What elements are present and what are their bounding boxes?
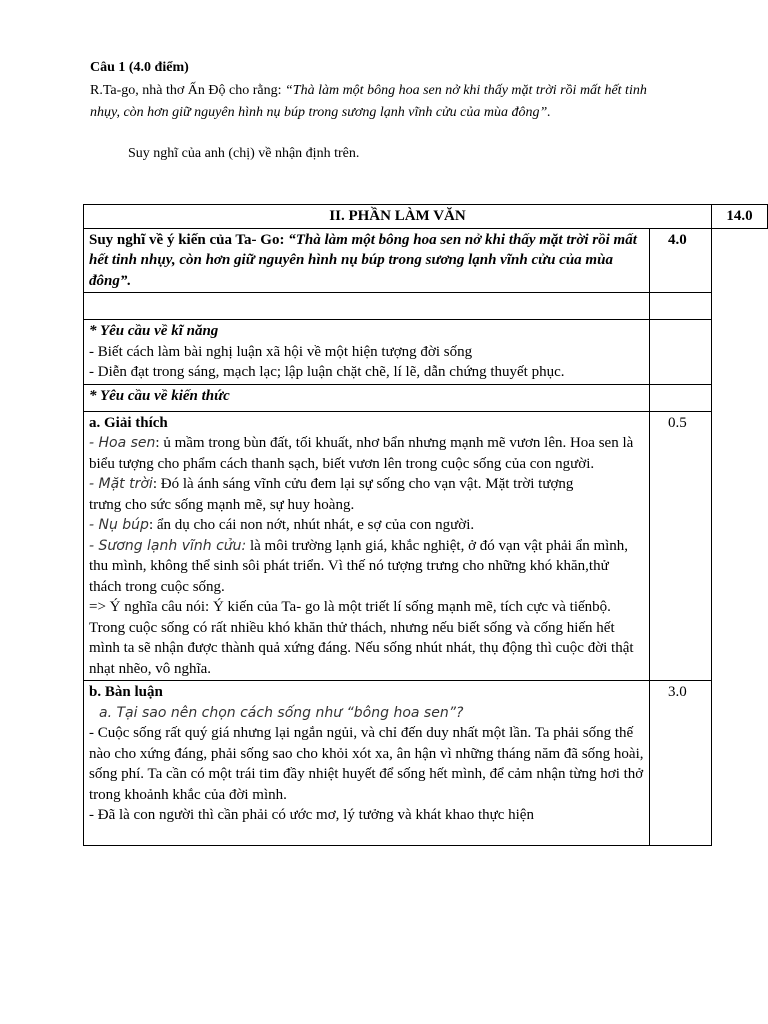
hoa-sen-item	[89, 433, 644, 474]
section-b-title: b. Bàn luận	[89, 684, 163, 700]
skills-heading: * Yêu cầu về kĩ năng	[89, 323, 219, 339]
question-title: Câu 1 (4.0 điểm)	[90, 60, 189, 75]
answer-table	[83, 204, 768, 846]
section-b-item-2: - Đã là con người thì cần phải có ước mơ, lý tưởng và khát khao thực hiện	[89, 807, 534, 823]
section-a-cell	[84, 411, 650, 681]
mat-troi-term: - Mặt trời	[89, 476, 153, 492]
mat-troi-text-2: trưng cho sức sống mạnh mẽ, sự huy hoàng.	[89, 496, 355, 513]
nu-bup-term: - Nụ búp	[89, 517, 149, 533]
section-a-score: 0.5	[650, 411, 712, 681]
side-blank	[712, 228, 768, 846]
section-b-subheading: a. Tại sao nên chọn cách sống như “bông hoa sen”?	[99, 704, 464, 721]
question-task: Suy nghĩ của anh (chị) về nhận định trên.	[128, 146, 360, 161]
topic-cell	[84, 228, 650, 293]
skills-score	[650, 320, 712, 385]
knowledge-score	[650, 384, 712, 411]
empty-score	[650, 293, 712, 320]
knowledge-heading: * Yêu cầu về kiến thức	[89, 387, 230, 404]
question-body	[90, 80, 670, 124]
section-b-score: 3.0	[650, 681, 712, 846]
mat-troi-text-1: : Đó là ánh sáng vĩnh cửu đem lại sự sống cho vạn vật. Mặt trời tượng	[152, 476, 574, 492]
skills-cell	[84, 320, 650, 385]
knowledge-cell	[84, 384, 650, 411]
section-b-item-1: - Cuộc sống rất quý giá nhưng lại ngắn ngủi, và chỉ đến duy nhất một lần. Ta phải sống thế nào cho xứng đáng, phải sống sao cho khỏi xót xa, ân hận vì những tháng năm đã sống hoài, sống phí. Ta cần có một trái tim đầy nhiệt huyết để sống hết mình, để cảm nhận từng hơi thở trong khoảnh khắc của đời mình.	[89, 725, 644, 803]
topic-quote: “Thà làm một bông hoa sen nở khi thấy mặt trời rồi mất hết tinh nhụy, còn hơn giữ nguyên hình nụ búp trong sương lạnh vĩnh cửu của mùa đông”.	[89, 231, 637, 289]
skills-item-1: - Biết cách làm bài nghị luận xã hội về một hiện tượng đời sống	[89, 343, 473, 360]
hoa-sen-term: - Hoa sen	[89, 435, 156, 451]
section-a-title: a. Giải thích	[89, 414, 168, 431]
suong-lanh-term: - Sương lạnh vĩnh cửu:	[89, 537, 247, 554]
nu-bup-text: : ẩn dụ cho cái non nớt, nhút nhát, e sợ của con người.	[148, 517, 475, 533]
nu-bup-item	[89, 515, 644, 536]
section-score: 14.0	[712, 205, 768, 229]
mat-troi-item	[89, 474, 644, 495]
topic-label: Suy nghĩ về ý kiến của Ta- Go:	[89, 231, 289, 248]
topic-score: 4.0	[650, 228, 712, 293]
question-quote: “Thà làm một bông hoa sen nở khi thấy mặt trời rồi mất hết tinh nhụy, còn hơn giữ nguyên hình nụ búp trong sương lạnh vĩnh cửu của mùa đông”.	[90, 83, 647, 120]
skills-item-2: - Diễn đạt trong sáng, mạch lạc; lập luận chặt chẽ, lí lẽ, dẫn chứng thuyết phục.	[89, 364, 565, 380]
section-title-cell	[84, 205, 712, 229]
empty-row	[84, 293, 650, 320]
suong-lanh-item	[89, 536, 644, 598]
section-title: II. PHẦN LÀM VĂN	[329, 208, 466, 224]
meaning-text: => Ý nghĩa câu nói: Ý kiến của Ta- go là một triết lí sống mạnh mẽ, tích cực và tiếnbộ. Trong cuộc sống có rất nhiều khó khăn thử thách, nhưng nếu biết sống và cống hiến hết mình ta sẽ nhận được thành quả xứng đáng. Nếu sống nhút nhát, thụ động thì cuộc đời thật nhạt nhẽo, vô nghĩa.	[89, 599, 634, 677]
question-intro: R.Ta-go, nhà thơ Ấn Độ cho rằng:	[90, 83, 285, 98]
suong-lanh-text: là môi trường lạnh giá, khắc nghiệt, ở đó vạn vật phải ẩn mình, thu mình, không thể sinh sôi phát triển. Vì thế nó tượng trưng cho những khó khăn,thử thách trong cuộc sống.	[89, 537, 629, 595]
section-b-cell	[84, 681, 650, 846]
hoa-sen-text: : ủ mầm trong bùn đất, tối khuất, nhơ bẩn nhưng mạnh mẽ vươn lên. Hoa sen là biểu tượng cho phẩm cách thanh sạch, biết vươn lên trong cuộc sống của con người.	[89, 435, 634, 472]
